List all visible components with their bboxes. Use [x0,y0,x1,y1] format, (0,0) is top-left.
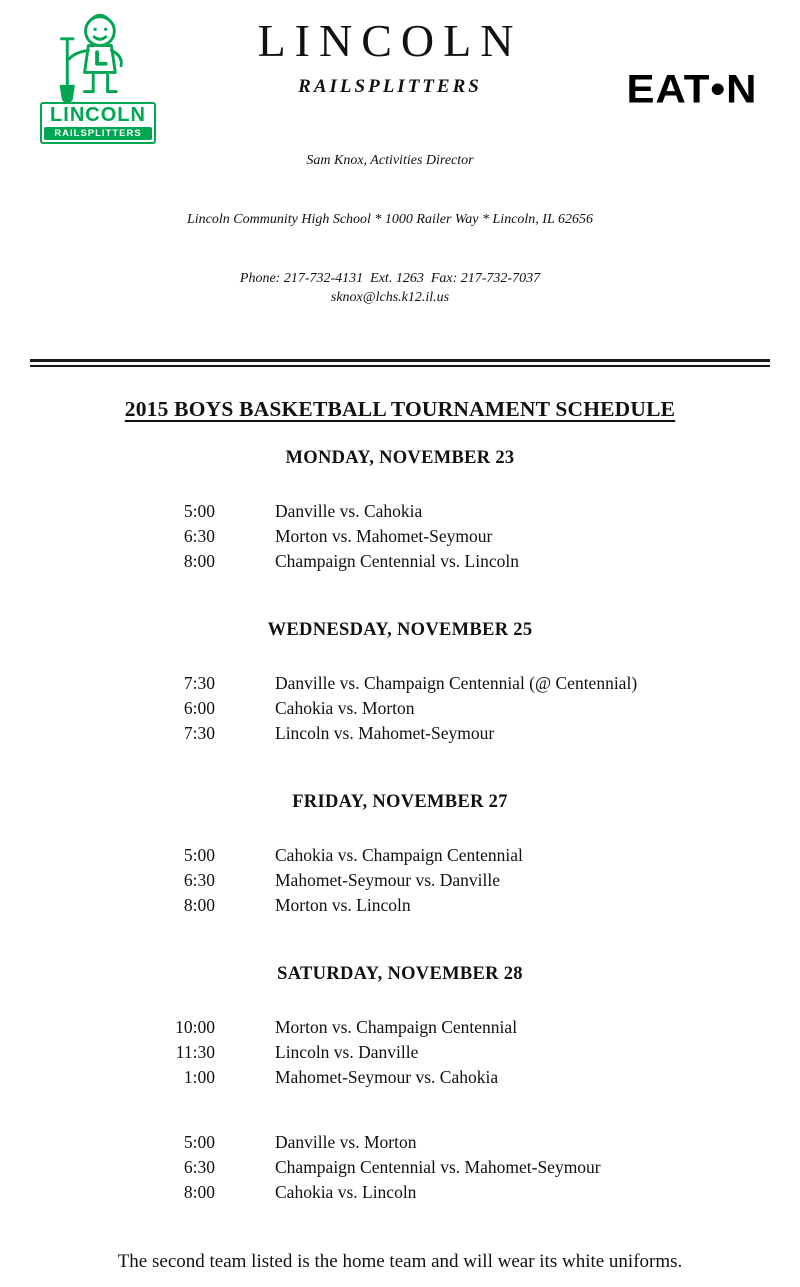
game-time: 8:00 [183,551,215,572]
header-center [178,15,602,347]
game-row [130,499,800,524]
director-line: Sam Knox, Activities Director [306,153,474,169]
game-matchup: Danville vs. Cahokia [275,501,423,522]
game-block [0,499,800,574]
footer-note: The second team listed is the home team and will wear its white uniforms. [117,1251,683,1273]
game-row [130,524,800,549]
game-row [130,1015,800,1040]
game-matchup: Mahomet-Seymour vs. Danville [275,870,501,891]
game-block [0,1130,800,1205]
game-matchup: Lincoln vs. Danville [275,1042,419,1063]
game-time: 10:00 [175,1017,215,1038]
game-time: 7:30 [183,673,215,694]
schedule [0,448,800,1205]
eaton-logo [602,10,782,110]
game-row [130,549,800,574]
game-time: 5:00 [183,501,215,522]
day-heading: MONDAY, NOVEMBER 23 [285,448,515,469]
game-row [130,696,800,721]
logo-name: LINCOLN [50,104,146,126]
logo-subname: RAILSPLITTERS [44,127,152,140]
game-matchup: Morton vs. Lincoln [275,895,411,916]
game-time: 6:30 [183,870,215,891]
game-row [130,1065,800,1090]
game-time: 7:30 [183,723,215,744]
game-time: 5:00 [183,1132,215,1153]
game-row [130,1040,800,1065]
lincoln-logo-box [40,102,156,144]
game-block [0,671,800,746]
game-row [130,843,800,868]
game-time: 1:00 [183,1067,215,1088]
game-matchup: Champaign Centennial vs. Mahomet-Seymour [275,1157,601,1178]
team-name: RAILSPLITTERS [298,76,482,97]
game-matchup: Morton vs. Champaign Centennial [275,1017,518,1038]
game-matchup: Cahokia vs. Champaign Centennial [275,845,523,866]
header [0,10,800,347]
game-block [0,843,800,918]
game-row [130,1180,800,1205]
school-name: LINCOLN [257,15,523,66]
game-matchup: Mahomet-Seymour vs. Cahokia [275,1067,499,1088]
day-heading: FRIDAY, NOVEMBER 27 [292,792,508,813]
game-matchup: Cahokia vs. Lincoln [275,1182,417,1203]
game-matchup: Morton vs. Mahomet-Seymour [275,526,493,547]
game-time: 6:30 [183,1157,215,1178]
schedule-day-section [0,620,800,746]
schedule-day-section [0,792,800,918]
game-block [0,1015,800,1090]
game-matchup: Cahokia vs. Morton [275,698,415,719]
game-row [130,893,800,918]
game-time: 8:00 [183,1182,215,1203]
contact-info [178,112,602,347]
game-matchup: Champaign Centennial vs. Lincoln [275,551,519,572]
game-row [130,1155,800,1180]
railsplitter-mascot-icon [38,10,158,106]
phone-email-line: Phone: 217-732-4131 Ext. 1263 Fax: 217-732-7037 sknox@lchs.k12.il.us [239,270,555,306]
address-line: Lincoln Community High School * 1000 Railer Way * Lincoln, IL 62656 [187,211,593,227]
game-matchup: Lincoln vs. Mahomet-Seymour [275,723,495,744]
game-time: 6:30 [183,526,215,547]
game-row [130,1130,800,1155]
game-time: 5:00 [183,845,215,866]
game-row [130,671,800,696]
game-time: 11:30 [175,1042,215,1063]
eaton-wordmark: EAT•N [626,66,758,111]
game-row [130,868,800,893]
schedule-day-section [0,964,800,1205]
divider-rule [30,359,770,367]
game-time: 8:00 [183,895,215,916]
game-row [130,721,800,746]
game-matchup: Danville vs. Champaign Centennial (@ Centennial) [275,673,638,694]
lincoln-logo [18,10,178,144]
game-matchup: Danville vs. Morton [275,1132,417,1153]
day-heading: WEDNESDAY, NOVEMBER 25 [267,620,533,641]
schedule-day-section [0,448,800,574]
game-time: 6:00 [183,698,215,719]
day-heading: SATURDAY, NOVEMBER 28 [277,964,523,985]
page-title: 2015 BOYS BASKETBALL TOURNAMENT SCHEDULE [124,397,676,422]
